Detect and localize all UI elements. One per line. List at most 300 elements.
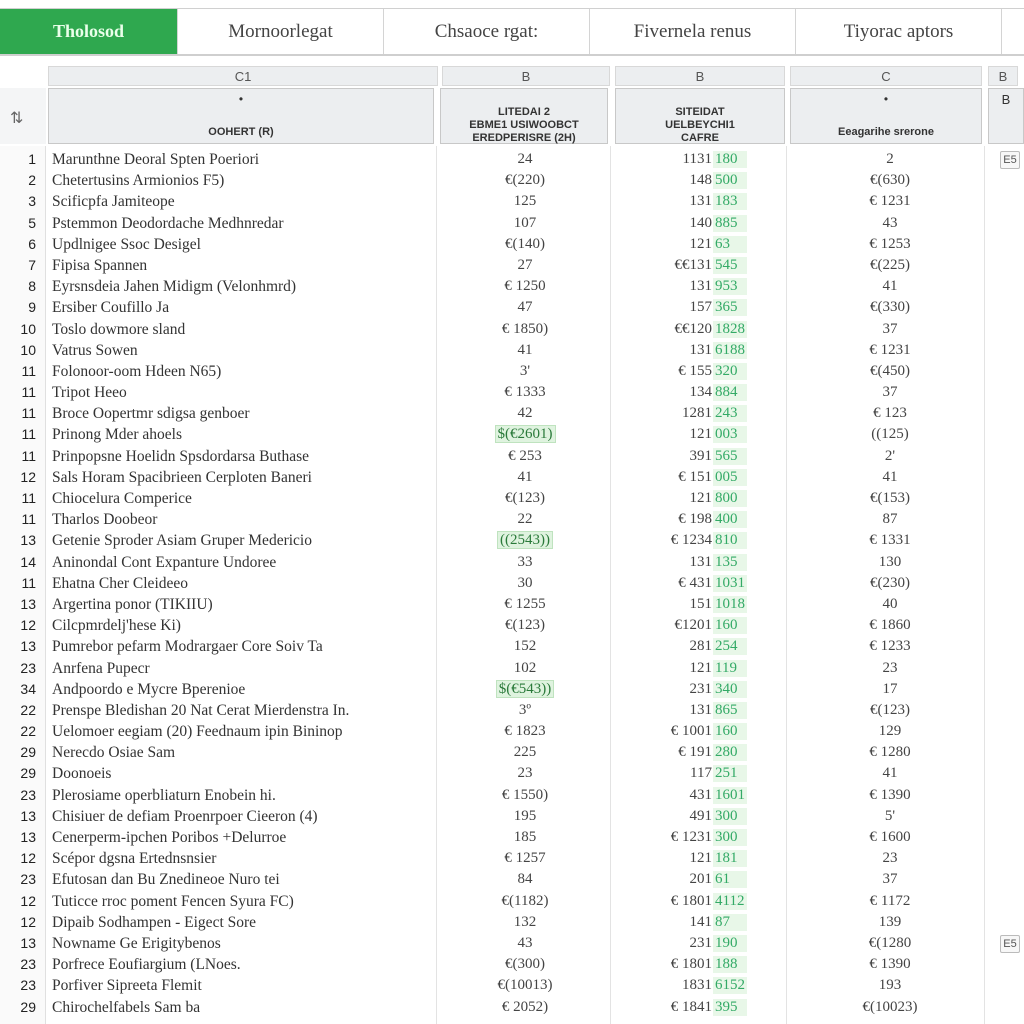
cell-d[interactable]: € 123 [873, 405, 907, 422]
cell-c-left[interactable]: 231 [689, 934, 712, 951]
cell-c-left[interactable]: 121 [689, 235, 712, 252]
cell-c-left[interactable]: 134 [689, 384, 712, 401]
cell-name[interactable]: Fipisa Spannen [52, 256, 148, 274]
table-row[interactable] [0, 214, 1024, 235]
cell-c-right[interactable]: 254 [713, 638, 747, 655]
cell-c-left[interactable]: 131 [689, 278, 712, 295]
table-row[interactable] [0, 998, 1024, 1019]
sheet-tab[interactable]: Chsaoce rgat: [384, 9, 590, 54]
cell-c-left[interactable]: €€131 [674, 256, 712, 273]
table-row[interactable] [0, 574, 1024, 595]
cell-c-left[interactable]: € 1231 [670, 829, 712, 845]
cell-c-left[interactable]: 131 [689, 193, 712, 210]
cell-c-left[interactable]: 491 [689, 807, 712, 824]
cell-c-left[interactable]: 131 [689, 701, 712, 718]
cell-d[interactable]: 2 [886, 151, 894, 167]
table-row[interactable] [0, 934, 1024, 955]
cell-d[interactable]: 37 [882, 384, 898, 401]
cell-b[interactable]: € 1850) [501, 320, 549, 337]
cell-c-right[interactable]: 810 [713, 532, 747, 549]
row-number[interactable]: 12 [20, 913, 36, 930]
cell-c-right[interactable]: 6152 [715, 977, 745, 994]
cell-d[interactable]: € 1390 [869, 956, 911, 973]
cell-c-left[interactable]: 281 [689, 638, 712, 655]
row-number[interactable]: 23 [20, 871, 36, 888]
cell-c-right[interactable]: 500 [713, 172, 747, 189]
cell-b[interactable]: 24 [517, 151, 533, 167]
sort-icon[interactable]: ⇅ [10, 110, 24, 127]
cell-c-left[interactable]: 131 [689, 553, 712, 570]
cell-c-left[interactable]: 148 [689, 172, 712, 189]
row-number[interactable]: 23 [20, 956, 36, 973]
cell-d[interactable]: 23 [882, 850, 898, 867]
cell-name[interactable]: Plerosiame operbliaturn Enobein hi. [52, 786, 276, 804]
row-number[interactable]: 11 [21, 511, 36, 528]
cell-b[interactable]: € 1550) [501, 786, 549, 803]
cell-c-left[interactable]: € 1801 [670, 956, 712, 973]
header-name-column[interactable] [48, 88, 434, 144]
cell-d[interactable]: 37 [882, 871, 898, 888]
cell-d[interactable]: € 1231 [869, 341, 911, 358]
cell-name[interactable]: Uelomoer eegiam (20) Feednaum ipin Bininop [52, 723, 343, 741]
cell-c-right[interactable]: 003 [713, 426, 747, 443]
table-row[interactable] [0, 171, 1024, 192]
cell-d[interactable]: €(230) [870, 574, 910, 591]
cell-b[interactable]: 125 [513, 193, 537, 210]
cell-name[interactable]: Eyrsnsdeia Jahen Midigm (Velonhmrd) [52, 278, 297, 296]
cell-c-right[interactable]: 119 [713, 660, 747, 677]
header-column-c[interactable] [615, 88, 785, 144]
cell-d[interactable]: € 1233 [869, 638, 911, 655]
cell-c-right[interactable]: 395 [713, 999, 747, 1016]
cell-name[interactable]: Vatrus Sowen [52, 341, 138, 359]
cell-b[interactable]: 102 [513, 659, 537, 676]
cell-c-right[interactable]: 1018 [715, 595, 745, 612]
cell-c-right[interactable]: 63 [713, 236, 747, 253]
table-row[interactable] [0, 680, 1024, 701]
cell-c-left[interactable]: 1131 [682, 151, 712, 167]
cell-c-left[interactable]: € 151 [678, 468, 712, 485]
cell-name[interactable]: Argertina ponor (TIKIIU) [52, 595, 213, 613]
column-letter-e[interactable]: B [988, 66, 1018, 86]
cell-b[interactable]: 30 [517, 574, 533, 591]
cell-name[interactable]: Ehatna Cher Cleideeo [52, 574, 189, 592]
cell-name[interactable]: Chirochelfabels Sam ba [52, 998, 201, 1016]
cell-d[interactable]: 17 [882, 680, 898, 697]
row-number[interactable]: 3 [28, 193, 36, 210]
cell-c-right[interactable]: 320 [713, 363, 747, 380]
cell-c-left[interactable]: 201 [689, 871, 712, 888]
cell-d[interactable]: €(1280 [868, 934, 912, 951]
cell-b[interactable]: € 1255 [504, 595, 546, 612]
table-row[interactable] [0, 913, 1024, 934]
cell-name[interactable]: Sals Horam Spacibrieen Cerploten Baneri [52, 468, 312, 486]
cell-name[interactable]: Cenerperm-ipchen Poribos +Delurroe [52, 829, 287, 846]
cell-c-right[interactable]: 365 [713, 299, 747, 316]
cell-d[interactable]: €(153) [870, 490, 910, 506]
cell-c-right[interactable]: 160 [713, 617, 747, 634]
row-number[interactable]: 23 [20, 659, 36, 676]
cell-d[interactable]: 37 [882, 320, 898, 337]
table-row[interactable] [0, 553, 1024, 574]
cell-name[interactable]: Scificpfa Jamiteope [52, 193, 175, 211]
row-expand-button[interactable]: E5 [1000, 151, 1020, 169]
cell-name[interactable]: Toslo dowmore sland [52, 320, 186, 338]
table-row[interactable] [0, 256, 1024, 277]
row-number[interactable]: 11 [21, 490, 36, 506]
cell-c-left[interactable]: 121 [689, 426, 712, 443]
row-number[interactable]: 11 [21, 574, 36, 591]
cell-name[interactable]: Prinpopsne Hoelidn Spsdordarsa Buthase [52, 447, 310, 465]
cell-b[interactable]: 27 [517, 256, 533, 273]
cell-c-right[interactable]: 135 [713, 554, 747, 571]
cell-d[interactable]: 129 [878, 723, 902, 740]
table-row[interactable] [0, 531, 1024, 552]
cell-c-left[interactable]: 391 [689, 447, 712, 464]
table-row[interactable] [0, 743, 1024, 764]
cell-name[interactable]: Anrfena Pupecr [52, 659, 150, 677]
cell-name[interactable]: Chiocelura Comperice [52, 490, 192, 507]
cell-d[interactable]: €(225) [870, 256, 910, 273]
cell-b[interactable]: €(300) [505, 956, 545, 973]
table-row[interactable] [0, 616, 1024, 637]
cell-name[interactable]: Ersiber Coufillo Ja [52, 299, 170, 317]
row-number[interactable]: 11 [21, 362, 36, 379]
table-row[interactable] [0, 320, 1024, 341]
cell-c-left[interactable]: € 198 [678, 511, 712, 528]
cell-c-left[interactable]: €€120 [674, 320, 712, 337]
cell-c-right[interactable]: 1601 [715, 786, 745, 803]
column-letter-d[interactable]: C [790, 66, 982, 86]
cell-b[interactable]: € 1823 [504, 723, 546, 740]
cell-c-right[interactable]: 340 [713, 681, 747, 698]
table-row[interactable] [0, 786, 1024, 807]
cell-b[interactable]: 107 [513, 214, 537, 231]
table-row[interactable] [0, 892, 1024, 913]
cell-d[interactable]: € 1172 [869, 892, 911, 909]
cell-c-right[interactable]: 300 [713, 808, 747, 825]
cell-b[interactable]: 132 [513, 913, 537, 930]
table-row[interactable] [0, 955, 1024, 976]
cell-name[interactable]: Porfrece Eoufiargium (LNoes. [52, 956, 241, 974]
table-row[interactable] [0, 637, 1024, 658]
cell-d[interactable]: € 1231 [869, 193, 911, 210]
table-row[interactable] [0, 277, 1024, 298]
table-row[interactable] [0, 828, 1024, 849]
cell-d[interactable]: € 1331 [869, 532, 911, 549]
cell-d[interactable]: 193 [878, 977, 902, 994]
cell-d[interactable]: €(10023) [862, 998, 918, 1015]
cell-d[interactable]: 130 [878, 553, 902, 570]
cell-name[interactable]: Doonoeis [52, 765, 112, 783]
cell-c-right[interactable]: 87 [713, 914, 747, 931]
row-number[interactable]: 11 [21, 384, 36, 401]
row-number[interactable]: 11 [21, 405, 36, 422]
table-row[interactable] [0, 362, 1024, 383]
table-row[interactable] [0, 468, 1024, 489]
cell-c-left[interactable]: € 191 [678, 744, 712, 761]
cell-d[interactable]: €(450) [870, 362, 910, 379]
row-number[interactable]: 10 [20, 320, 36, 337]
table-row[interactable] [0, 425, 1024, 446]
row-number[interactable]: 6 [28, 235, 36, 252]
cell-c-right[interactable]: 280 [713, 744, 747, 761]
table-row[interactable] [0, 235, 1024, 256]
cell-c-right[interactable]: 953 [713, 278, 747, 295]
row-number[interactable]: 29 [20, 998, 36, 1015]
cell-d[interactable]: ((125) [871, 426, 909, 443]
cell-c-right[interactable]: 800 [713, 490, 747, 507]
cell-b[interactable]: €(10013) [497, 977, 553, 994]
table-row[interactable] [0, 150, 1024, 171]
cell-c-right[interactable]: 400 [713, 511, 747, 528]
row-number[interactable]: 13 [20, 829, 36, 845]
cell-name[interactable]: Pstemmon Deodordache Medhnredar [52, 214, 284, 232]
cell-c-right[interactable]: 865 [713, 702, 747, 719]
cell-b[interactable]: €(140) [505, 235, 545, 252]
row-number[interactable]: 12 [20, 850, 36, 867]
cell-c-left[interactable]: € 1801 [670, 892, 712, 909]
cell-b[interactable]: 23 [517, 765, 533, 782]
cell-b[interactable]: 47 [517, 299, 533, 316]
cell-name[interactable]: Porfiver Sipreeta Flemit [52, 977, 202, 995]
cell-name[interactable]: Tuticce rroc poment Fencen Syura FC) [52, 892, 294, 910]
cell-c-right[interactable]: 181 [713, 850, 747, 867]
table-row[interactable] [0, 341, 1024, 362]
table-row[interactable] [0, 659, 1024, 680]
cell-d[interactable]: €(330) [870, 299, 910, 316]
row-number[interactable]: 8 [28, 278, 36, 295]
table-row[interactable] [0, 192, 1024, 213]
cell-b[interactable]: 185 [513, 829, 537, 845]
header-column-d[interactable] [790, 88, 982, 144]
cell-b[interactable] [445, 681, 605, 698]
cell-c-left[interactable]: 157 [689, 299, 712, 316]
sheet-tab[interactable]: Fivernela renus [590, 9, 796, 54]
cell-b[interactable]: 33 [517, 553, 533, 570]
row-number[interactable]: 13 [20, 532, 36, 549]
row-number[interactable]: 22 [20, 701, 36, 718]
table-row[interactable] [0, 447, 1024, 468]
cell-d[interactable]: € 1860 [869, 617, 911, 634]
cell-d[interactable]: €(630) [870, 172, 910, 189]
cell-c-left[interactable]: € 1234 [670, 532, 712, 549]
cell-name[interactable]: Aninondal Cont Expanture Undoree [52, 553, 277, 571]
column-letter-b[interactable]: B [442, 66, 610, 86]
sheet-tab[interactable]: Mornoorlegat [178, 9, 384, 54]
cell-name[interactable]: Getenie Sproder Asiam Gruper Medericio [52, 532, 312, 550]
cell-c-left[interactable]: 121 [689, 659, 712, 676]
table-row[interactable] [0, 383, 1024, 404]
cell-name[interactable]: Andpoordo e Mycre Bperenioe [52, 680, 246, 698]
cell-c-left[interactable]: €1201 [674, 617, 712, 634]
cell-b[interactable]: 84 [517, 871, 533, 888]
cell-d[interactable]: 41 [882, 765, 898, 782]
row-number[interactable]: 13 [20, 934, 36, 951]
table-row[interactable] [0, 764, 1024, 785]
row-number[interactable]: 11 [21, 447, 36, 464]
cell-name[interactable]: Nerecdo Osiae Sam [52, 744, 176, 762]
header-column-b[interactable] [440, 88, 608, 144]
row-number[interactable]: 13 [20, 638, 36, 655]
table-row[interactable] [0, 870, 1024, 891]
row-number[interactable]: 12 [20, 892, 36, 909]
cell-d[interactable]: 5' [884, 807, 896, 824]
cell-b[interactable] [445, 426, 605, 443]
cell-name[interactable]: Cilcpmrdelj'hese Ki) [52, 617, 181, 635]
row-number[interactable]: 9 [28, 299, 36, 316]
cell-name[interactable]: Updlnigee Ssoc Desigel [52, 235, 201, 253]
cell-c-left[interactable]: € 1001 [670, 723, 712, 740]
cell-d[interactable]: 40 [882, 595, 898, 612]
row-number[interactable]: 29 [20, 765, 36, 782]
sheet-tab[interactable]: Tiyorac aptors [796, 9, 1002, 54]
cell-name[interactable]: Chisiuer de defiam Proenrpoer Cieeron (4) [52, 807, 318, 825]
row-number[interactable]: 14 [20, 553, 36, 570]
cell-c-right[interactable]: 300 [713, 829, 747, 846]
cell-c-left[interactable]: 140 [689, 214, 712, 231]
cell-b[interactable] [445, 532, 605, 549]
table-row[interactable] [0, 595, 1024, 616]
cell-c-right[interactable]: 188 [713, 956, 747, 973]
row-expand-button[interactable]: E5 [1000, 935, 1020, 953]
cell-name[interactable]: Efutosan dan Bu Znedineoe Nuro tei [52, 871, 280, 889]
table-row[interactable] [0, 701, 1024, 722]
table-row[interactable] [0, 298, 1024, 319]
cell-name[interactable]: Prinong Mder ahoels [52, 426, 183, 444]
column-letter-c[interactable]: B [615, 66, 785, 86]
row-number[interactable]: 10 [20, 341, 36, 358]
row-number[interactable]: 7 [28, 256, 36, 273]
table-row[interactable] [0, 510, 1024, 531]
row-number[interactable]: 11 [21, 426, 36, 443]
cell-d[interactable]: € 1253 [869, 235, 911, 252]
cell-c-right[interactable]: 005 [713, 469, 747, 486]
cell-d[interactable]: 87 [882, 511, 898, 528]
cell-c-left[interactable]: 1281 [682, 405, 712, 422]
cell-name[interactable]: Folonoor-oom Hdeen N65) [52, 362, 222, 380]
cell-b[interactable]: € 1250 [504, 278, 546, 295]
cell-name[interactable]: Pumrebor pefarm Modrargaer Core Soiv Ta [52, 638, 323, 656]
cell-c-right[interactable]: 61 [713, 871, 747, 888]
cell-name[interactable]: Broce Oopertmr sdigsa genboer [52, 405, 250, 423]
cell-name[interactable]: Marunthne Deoral Spten Poeriori [52, 151, 260, 168]
cell-c-right[interactable]: 545 [713, 257, 747, 274]
cell-name[interactable]: Dipaib Sodhampen - Eigect Sore [52, 913, 257, 931]
cell-b[interactable]: 41 [517, 468, 533, 485]
sheet-tab[interactable]: Tholosod [0, 9, 178, 54]
cell-c-right[interactable]: 565 [713, 448, 747, 465]
cell-name[interactable]: Tripot Heeo [52, 384, 127, 402]
cell-d[interactable]: 41 [882, 278, 898, 295]
cell-c-right[interactable]: 243 [713, 405, 747, 422]
cell-b[interactable]: 3' [519, 362, 531, 379]
cell-d[interactable]: 139 [878, 913, 902, 930]
cell-c-left[interactable]: 151 [689, 595, 712, 612]
cell-c-left[interactable]: 131 [689, 341, 712, 358]
table-row[interactable] [0, 807, 1024, 828]
cell-d[interactable]: € 1600 [869, 829, 911, 845]
cell-d[interactable]: 41 [882, 468, 898, 485]
cell-d[interactable]: € 1390 [869, 786, 911, 803]
table-row[interactable] [0, 404, 1024, 425]
cell-d[interactable]: 43 [882, 214, 898, 231]
cell-c-right[interactable]: 160 [713, 723, 747, 740]
cell-name[interactable]: Scépor dgsna Ertednsnsier [52, 850, 217, 868]
cell-c-right[interactable]: 6188 [715, 341, 745, 358]
row-number[interactable]: 23 [20, 786, 36, 803]
cell-c-right[interactable]: 180 [713, 151, 747, 168]
cell-b[interactable]: € 1257 [504, 850, 546, 867]
cell-b[interactable]: € 1333 [504, 384, 546, 401]
cell-b[interactable]: 3º [518, 701, 532, 718]
cell-c-left[interactable]: € 155 [678, 362, 712, 379]
cell-c-left[interactable]: 1831 [682, 977, 712, 994]
cell-c-right[interactable]: 1031 [715, 574, 745, 591]
cell-name[interactable]: Chetertusins Armionios F5) [52, 172, 225, 190]
row-number[interactable]: 23 [20, 977, 36, 994]
cell-c-right[interactable]: 183 [713, 193, 747, 210]
cell-name[interactable]: Nowname Ge Erigitybenos [52, 934, 221, 952]
cell-name[interactable]: Tharlos Doobeor [52, 511, 158, 529]
cell-c-left[interactable]: € 1841 [670, 998, 712, 1015]
header-column-e[interactable] [988, 88, 1024, 144]
cell-d[interactable]: 23 [882, 659, 898, 676]
cell-b[interactable]: €(1182) [501, 892, 549, 909]
cell-b[interactable]: 22 [517, 511, 533, 528]
cell-b[interactable]: €(123) [505, 617, 545, 634]
cell-d[interactable]: 2' [884, 447, 896, 464]
cell-d[interactable]: €(123) [870, 701, 910, 718]
table-row[interactable] [0, 722, 1024, 743]
cell-b[interactable]: 152 [513, 638, 537, 655]
cell-b[interactable]: € 253 [508, 447, 542, 464]
row-number[interactable]: 12 [20, 617, 36, 634]
cell-c-left[interactable]: 121 [689, 490, 712, 506]
cell-b[interactable]: €(123) [505, 490, 545, 506]
row-number[interactable]: 13 [20, 807, 36, 824]
row-number[interactable]: 22 [20, 723, 36, 740]
cell-b[interactable]: 195 [513, 807, 537, 824]
cell-b[interactable]: 43 [517, 934, 533, 951]
cell-c-left[interactable]: 121 [689, 850, 712, 867]
cell-c-left[interactable]: € 431 [678, 574, 712, 591]
cell-c-right[interactable]: 1828 [715, 320, 745, 337]
cell-b[interactable]: 41 [517, 341, 533, 358]
cell-b[interactable]: €(220) [505, 172, 545, 189]
cell-name[interactable]: Prenspe Bledishan 20 Nat Cerat Mierdenstra In. [52, 701, 350, 719]
cell-b[interactable]: 42 [517, 405, 533, 422]
cell-c-left[interactable]: 231 [689, 680, 712, 697]
cell-c-right[interactable]: 885 [713, 215, 747, 232]
row-number[interactable]: 2 [28, 172, 36, 189]
cell-c-right[interactable]: 4112 [713, 893, 747, 910]
cell-c-right[interactable]: 190 [713, 935, 747, 952]
row-number[interactable]: 29 [20, 744, 36, 761]
cell-b[interactable]: € 2052) [501, 998, 549, 1015]
cell-d[interactable]: € 1280 [869, 744, 911, 761]
row-number[interactable]: 12 [20, 468, 36, 485]
cell-c-right[interactable]: 884 [713, 384, 747, 401]
row-number[interactable]: 5 [28, 214, 36, 231]
cell-c-right[interactable]: 251 [713, 765, 747, 782]
cell-c-left[interactable]: 431 [689, 786, 712, 803]
table-row[interactable] [0, 849, 1024, 870]
row-number[interactable]: 1 [28, 151, 36, 167]
cell-c-left[interactable]: 141 [689, 913, 712, 930]
row-number[interactable]: 34 [20, 680, 36, 697]
cell-c-left[interactable]: 117 [690, 765, 712, 782]
